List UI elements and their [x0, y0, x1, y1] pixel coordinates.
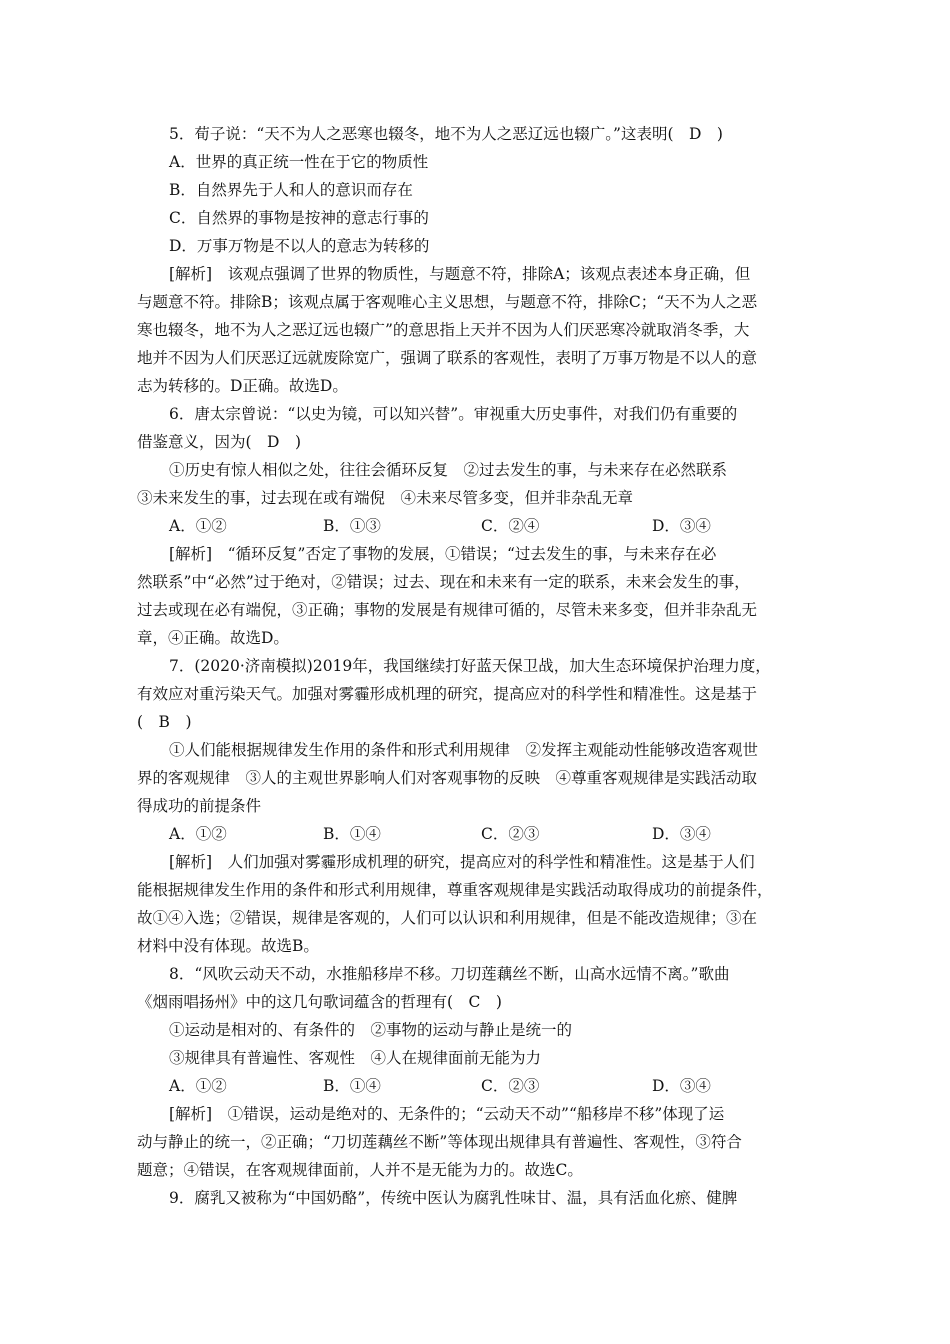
q7-analysis-line: [解析] 人们加强对雾霾形成机理的研究，提高应对的科学性和精准性。这是基于人们: [169, 853, 755, 871]
q7-stem: 7．(2020·济南模拟)2019年，我国继续打好蓝天保卫战，加大生态环境保护治理力度，: [169, 657, 771, 675]
q5-option-a: A．世界的真正统一性在于它的物质性: [169, 153, 429, 171]
q6-option-b: B．①③: [323, 517, 381, 535]
q7-statement: 得成功的前提条件: [137, 797, 262, 815]
q8-statement: ①运动是相对的、有条件的 ②事物的运动与静止是统一的: [169, 1021, 573, 1039]
q7-statement: 界的客观规律 ③人的主观世界影响人们对客观事物的反映 ④尊重客观规律是实践活动取: [137, 769, 758, 787]
q7-option-b: B．①④: [323, 825, 381, 843]
q5-stem: 5．荀子说：“天不为人之恶寒也辍冬，地不为人之恶辽远也辍广。”这表明( D ): [169, 125, 723, 143]
q6-statement: ①历史有惊人相似之处，往往会循环反复 ②过去发生的事，与未来存在必然联系: [169, 461, 728, 479]
q7-analysis-line: 能根据规律发生作用的条件和形式利用规律，尊重客观规律是实践活动取得成功的前提条件，: [137, 881, 773, 899]
q5-option-c: C．自然界的事物是按神的意志行事的: [169, 209, 429, 227]
q5-analysis-line: [解析] 该观点强调了世界的物质性，与题意不符，排除A；该观点表述本身正确，但: [169, 265, 751, 283]
q8-option-a: A．①②: [169, 1077, 227, 1095]
q6-analysis-line: 章，④正确。故选D。: [137, 629, 289, 647]
q7-option-c: C．②③: [481, 825, 540, 843]
q8-option-b: B．①④: [323, 1077, 381, 1095]
q7-option-a: A．①②: [169, 825, 227, 843]
q5-option-d: D．万事万物是不以人的意志为转移的: [169, 237, 430, 255]
q8-stem: 《烟雨唱扬州》中的这几句歌词蕴含的哲理有( C ): [137, 993, 502, 1011]
q7-stem: ( B ): [137, 713, 192, 731]
q8-analysis-line: [解析] ①错误，运动是绝对的、无条件的；“云动天不动”“船移岸不移”体现了运: [169, 1105, 725, 1123]
q7-statement: ①人们能根据规律发生作用的条件和形式利用规律 ②发挥主观能动性能够改造客观世: [169, 741, 759, 759]
q6-stem: 6．唐太宗曾说：“以史为镜，可以知兴替”。审视重大历史事件，对我们仍有重要的: [169, 405, 738, 423]
q6-analysis-line: 然联系”中“必然”过于绝对，②错误；过去、现在和未来有一定的联系，未来会发生的事，: [137, 573, 750, 591]
q8-option-c: C．②③: [481, 1077, 540, 1095]
q8-option-d: D．③④: [652, 1077, 711, 1095]
q6-stem: 借鉴意义，因为( D ): [137, 433, 302, 451]
q7-analysis-line: 故①④入选；②错误，规律是客观的，人们可以认识和利用规律，但是不能改造规律；③在: [137, 909, 758, 927]
q5-analysis-line: 与题意不符。排除B；该观点属于客观唯心主义思想，与题意不符，排除C；“天不为人之恶: [137, 293, 758, 311]
q6-option-c: C．②④: [481, 517, 540, 535]
q6-statement: ③未来发生的事，过去现在或有端倪 ④未来尽管多变，但并非杂乱无章: [137, 489, 634, 507]
q5-analysis-line: 寒也辍冬，地不为人之恶辽远也辍广”的意思指上天并不因为人们厌恶寒冷就取消冬季，大: [137, 321, 750, 339]
q8-analysis-line: 动与静止的统一，②正确；“刀切莲藕丝不断”等体现出规律具有普遍性、客观性，③符合: [137, 1133, 742, 1151]
q7-stem: 有效应对重污染天气。加强对雾霾形成机理的研究，提高应对的科学性和精准性。这是基于: [137, 685, 758, 703]
q7-analysis-line: 材料中没有体现。故选B。: [137, 937, 319, 955]
q6-option-d: D．③④: [652, 517, 711, 535]
q5-analysis-line: 地并不因为人们厌恶辽远就废除宽广，强调了联系的客观性，表明了万事万物是不以人的意: [137, 349, 758, 367]
q8-analysis-line: 题意；④错误，在客观规律面前，人并不是无能为力的。故选C。: [137, 1161, 583, 1179]
q5-analysis-line: 志为转移的。D正确。故选D。: [137, 377, 348, 395]
q6-analysis-line: 过去或现在必有端倪，③正确；事物的发展是有规律可循的，尽管未来多变，但并非杂乱无: [137, 601, 758, 619]
q7-option-d: D．③④: [652, 825, 711, 843]
q9-stem: 9．腐乳又被称为“中国奶酪”，传统中医认为腐乳性味甘、温，具有活血化瘀、健脾: [169, 1189, 738, 1207]
q5-option-b: B．自然界先于人和人的意识而存在: [169, 181, 413, 199]
q6-option-a: A．①②: [169, 517, 227, 535]
q6-analysis-line: [解析] “循环反复”否定了事物的发展，①错误；“过去发生的事，与未来存在必: [169, 545, 717, 563]
q8-stem: 8．“风吹云动天不动，水推船移岸不移。刀切莲藕丝不断，山高水远情不离。”歌曲: [169, 965, 730, 983]
q8-statement: ③规律具有普遍性、客观性 ④人在规律面前无能为力: [169, 1049, 542, 1067]
